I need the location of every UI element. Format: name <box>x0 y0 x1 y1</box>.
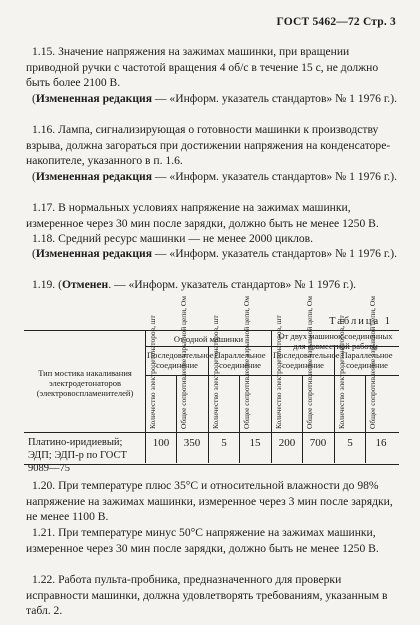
cell: 350 <box>183 437 201 449</box>
cell: 5 <box>347 437 353 449</box>
page-header: ГОСТ 5462—72 Стр. 3 <box>276 16 396 28</box>
para-1-19: 1.19. (Отменен. — «Информ. указатель стандартов» № 1 1976 г.). <box>32 278 357 291</box>
leaf-header-resistance: Общее сопротивление взрывной цепи, Ом <box>179 296 188 429</box>
cell: 15 <box>249 437 261 449</box>
col-header-type: Тип мостика накаливания электродетонаторов (электровоспламенителей) <box>36 368 134 398</box>
sub-header-series: Последовательное соединение <box>147 350 214 370</box>
para-1-18-edit: (Измененная редакция — «Информ. указатель стандартов» № 1 1976 г.). <box>32 247 397 260</box>
cell: 700 <box>309 437 327 449</box>
leaf-header-count: Количество электродетонаторов, шт <box>211 315 220 429</box>
sub-header-series: Последовательное соединение <box>273 350 340 370</box>
group-header-two-machines: От двух машинок соединенных для совместной работы <box>278 331 393 351</box>
para-1-16: 1.16. Лампа, сигнализирующая о готовности машинки к производству взрыва, должна загораться при достижении напряжения на конденсаторе-накопителе, указанного в п. 1.6. <box>26 123 391 167</box>
leaf-header-count: Количество электродетонаторов, шт <box>274 315 283 429</box>
para-1-17: 1.17. В нормальных условиях напряжение на зажимах машинки, измеренное через 30 мин после зарядки, должно быть не менее 1250 В. <box>26 201 379 230</box>
edit-label: Измененная редакция <box>35 247 152 260</box>
group-header-one-machine: От одной машинки <box>173 334 244 344</box>
para-1-15: 1.15. Значение напряжения на зажимах машинки, при вращении приводной ручки с частотой вращения 4 об/с в течение 15 с, не должно быть более 2100 В. <box>26 45 379 89</box>
leaf-header-resistance: Общее сопротивление взрывной цепи, Ом <box>242 296 251 429</box>
para-1-18: 1.18. Средний ресурс машинки — не менее 2000 циклов. <box>32 232 314 245</box>
sub-header-parallel: Параллельное соединение <box>214 350 266 370</box>
cell: 5 <box>221 437 227 449</box>
leaf-header-resistance: Общее сопротивление взрывной цепи, Ом <box>368 296 377 429</box>
leaf-header-count: Количество электродетонаторов, шт <box>148 315 157 429</box>
edit-label: Измененная редакция <box>35 92 152 105</box>
table-caption: Таблица 1 <box>329 316 392 327</box>
para-1-22: 1.22. Работа пульта-пробника, предназначенного для проверки исправности машинки, должна удовлетворять требованиям, указанным в табл. 2. <box>26 573 388 617</box>
cell: 200 <box>278 437 296 449</box>
para-1-20: 1.20. При температуре плюс 35°С и относительной влажности до 98% напряжение на зажимах машинки, измеренное через 3 мин после зарядки, не менее 1100 В. <box>26 479 393 523</box>
leaf-header-resistance: Общее сопротивление взрывной цепи, Ом <box>305 296 314 429</box>
cell: 100 <box>152 437 170 449</box>
edit-label: Измененная редакция <box>35 170 152 183</box>
para-1-15-edit: (Измененная редакция — «Информ. указатель стандартов» № 1 1976 г.). <box>32 92 397 105</box>
para-1-21: 1.21. При температуре минус 50°С напряжение на зажимах машинки, измеренное через 30 мин после зарядки, должно быть не менее 1250 В. <box>26 526 379 555</box>
cell: 16 <box>375 437 387 449</box>
para-1-16-edit: (Измененная редакция — «Информ. указатель стандартов» № 1 1976 г.). <box>32 170 397 183</box>
sub-header-parallel: Параллельное соединение <box>341 350 393 370</box>
leaf-header-count: Количество электродетонаторов, шт <box>337 315 346 429</box>
row-1-label: Платино-иридиевый; ЭДП; ЭДП-р по ГОСТ 9089—75 <box>28 437 127 474</box>
